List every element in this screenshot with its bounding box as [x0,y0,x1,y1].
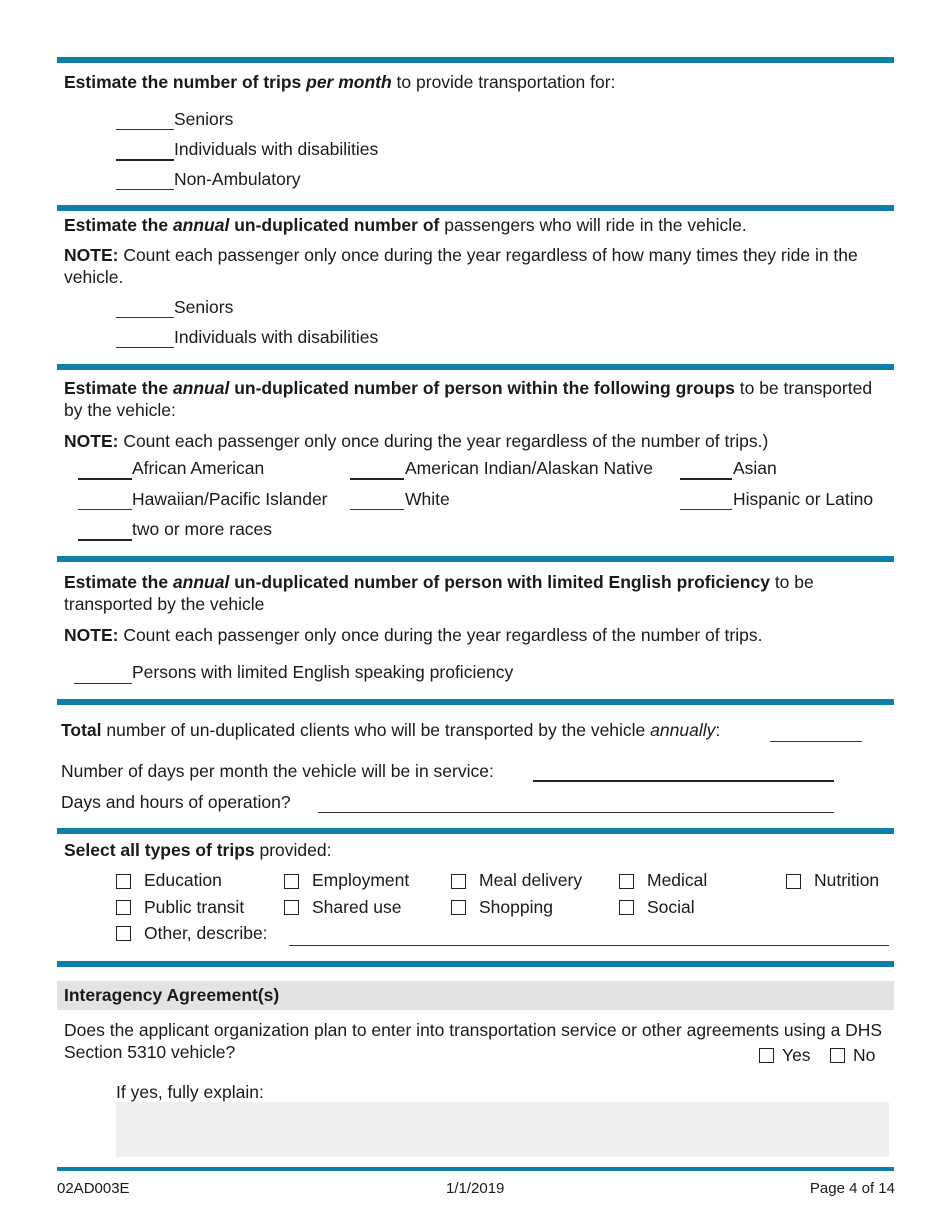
section-divider [57,205,894,211]
passengers-disabilities-input[interactable] [116,347,174,348]
days-hours-input[interactable] [318,812,834,813]
interagency-title: Interagency Agreement(s) [64,985,280,1005]
interagency-yes-label: Yes [782,1045,811,1065]
interagency-no-checkbox[interactable] [830,1048,845,1063]
section-divider [57,57,894,63]
footer-page-number: Page 4 of 14 [809,1180,895,1197]
trips-seniors-label: Seniors [174,109,234,129]
group-african-american-input[interactable] [78,478,132,480]
section-divider [57,699,894,705]
passengers-seniors-label: Seniors [174,297,234,317]
trips-seniors-input[interactable] [116,129,174,130]
group-asian-label: Asian [733,458,777,478]
footer-divider [57,1167,894,1171]
section-divider [57,828,894,834]
interagency-yes-checkbox[interactable] [759,1048,774,1063]
group-hispanic-label: Hispanic or Latino [733,489,874,509]
interagency-no-label: No [853,1045,876,1065]
trips-disabilities-input[interactable] [116,159,174,161]
group-african-american-label: African American [132,458,265,478]
employment-checkbox[interactable] [284,874,299,889]
explain-label: If yes, fully explain: [116,1082,264,1102]
meal-delivery-label: Meal delivery [479,870,583,890]
passengers-disabilities-label: Individuals with disabilities [174,327,379,347]
other-describe-input[interactable] [289,945,889,946]
shared-use-checkbox[interactable] [284,900,299,915]
nutrition-checkbox[interactable] [786,874,801,889]
groups-note: NOTE: Count each passenger only once during the year regardless of the number of trips.) [64,431,769,451]
medical-label: Medical [647,870,708,890]
section-divider [57,364,894,370]
social-label: Social [647,897,695,917]
trips-disabilities-label: Individuals with disabilities [174,139,379,159]
explain-textarea[interactable] [116,1102,889,1157]
employment-label: Employment [312,870,410,890]
interagency-question: Does the applicant organization plan to enter into transportation service or other agreements using a DHS Section 5310 vehicle? [64,1020,883,1062]
group-american-indian-label: American Indian/Alaskan Native [405,458,654,478]
group-hawaiian-label: Hawaiian/Pacific Islander [132,489,328,509]
groups-heading: Estimate the annual un-duplicated number of person within the following groups to be transported by the vehicle: [64,378,873,420]
trips-nonambulatory-label: Non-Ambulatory [174,169,301,189]
shopping-label: Shopping [479,897,553,917]
section-divider [57,961,894,967]
other-checkbox[interactable] [116,926,131,941]
other-label: Other, describe: [144,923,268,943]
section-divider [57,556,894,562]
group-two-or-more-input[interactable] [78,539,132,541]
group-asian-input[interactable] [680,478,732,480]
total-clients-label: Total number of un-duplicated clients who will be transported by the vehicle annually: [61,720,721,740]
group-hawaiian-input[interactable] [78,509,132,510]
lep-persons-label: Persons with limited English speaking proficiency [132,662,514,682]
medical-checkbox[interactable] [619,874,634,889]
group-white-label: White [405,489,450,509]
group-hispanic-input[interactable] [680,509,732,510]
passengers-seniors-input[interactable] [116,317,174,318]
trips-nonambulatory-input[interactable] [116,189,174,190]
nutrition-label: Nutrition [814,870,880,890]
public-transit-label: Public transit [144,897,245,917]
lep-heading: Estimate the annual un-duplicated number of person with limited English proficiency to be transported by the vehicle [64,572,814,614]
days-hours-label: Days and hours of operation? [61,792,291,812]
social-checkbox[interactable] [619,900,634,915]
lep-persons-input[interactable] [74,683,132,684]
shopping-checkbox[interactable] [451,900,466,915]
meal-delivery-checkbox[interactable] [451,874,466,889]
days-per-month-input[interactable] [533,780,834,782]
passengers-heading: Estimate the annual un-duplicated number of passengers who will ride in the vehicle. [64,215,747,235]
shared-use-label: Shared use [312,897,402,917]
total-clients-input[interactable] [770,741,862,742]
education-label: Education [144,870,222,890]
passengers-note: NOTE: Count each passenger only once during the year regardless of how many times they ride in the vehicle. [64,245,858,287]
group-two-or-more-label: two or more races [132,519,273,539]
footer-form-id: 02AD003E [57,1180,130,1197]
group-white-input[interactable] [350,509,404,510]
group-american-indian-input[interactable] [350,478,404,480]
trips-heading: Estimate the number of trips per month to provide transportation for: [64,72,616,92]
public-transit-checkbox[interactable] [116,900,131,915]
trip-types-heading: Select all types of trips provided: [64,840,332,860]
education-checkbox[interactable] [116,874,131,889]
footer-date: 1/1/2019 [446,1180,505,1197]
days-per-month-label: Number of days per month the vehicle will be in service: [61,761,494,781]
lep-note: NOTE: Count each passenger only once during the year regardless of the number of trips. [64,625,763,645]
